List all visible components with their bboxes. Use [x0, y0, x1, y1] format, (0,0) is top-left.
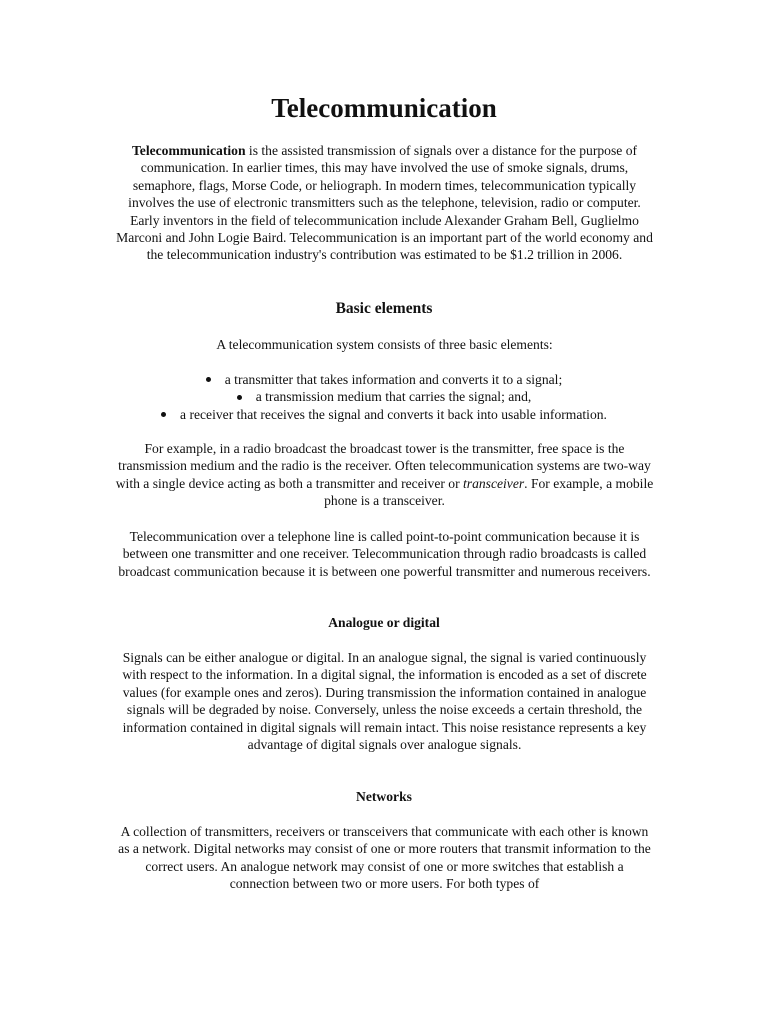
basic-elements-heading: Basic elements	[335, 300, 433, 317]
bullet-dot-icon	[161, 412, 166, 417]
intro-paragraph	[114, 142, 655, 264]
basic-elements-lead: A telecommunication system consists of three basic elements:	[216, 337, 553, 352]
example-paragraph	[114, 440, 655, 510]
example-italic-term: transceiver	[463, 475, 525, 491]
list-item-text: a receiver that receives the signal and converts it back into usable information.	[180, 406, 607, 422]
list-item	[0, 406, 768, 423]
basic-elements-list	[0, 371, 768, 423]
example-text-end: . For example, a mobile phone is a transceiver.	[324, 475, 654, 509]
bullet-dot-icon	[206, 377, 211, 382]
list-item	[0, 388, 768, 405]
point-to-point-paragraph: Telecommunication over a telephone line is called point-to-point communication because it is between one transmitter and one receiver. Telecommunication through radio broadcasts is called broadcast communication because it is between one powerful transmitter and numerous receivers.	[118, 529, 651, 579]
example-text-start: For example, in a radio broadcast the broadcast tower is the transmitter, free space is the transmission medium and the radio is the receiver. Often telecommunication systems are two-way with a single device acting as both a transmitter and receiver or	[115, 441, 651, 491]
networks-heading: Networks	[356, 789, 412, 804]
intro-text: is the assisted transmission of signals over a distance for the purpose of communication. In earlier times, this may have involved the use of smoke signals, drums, semaphore, flags, Morse Code, or heliograph. In modern times, telecommunication typically involves the use of electronic transmitters such as the telephone, television, radio or computer. Early inventors in the field of telecommunication include Alexander Graham Bell, Guglielmo Marconi and John Logie Baird. Telecommunication is an important part of the world economy and the telecommunication industry's contribution was estimated to be $1.2 trillion in 2006.	[116, 143, 653, 263]
list-item	[0, 371, 768, 388]
analogue-digital-paragraph: Signals can be either analogue or digital. In an analogue signal, the signal is varied continuously with respect to the information. In a digital signal, the information is encoded as a set of discrete values (for example ones and zeros). During transmission the information contained in analogue signals will be degraded by noise. Conversely, unless the noise exceeds a certain threshold, the information contained in digital signals will remain intact. This noise resistance represents a key advantage of digital signals over analogue signals.	[122, 650, 647, 753]
list-item-text: a transmitter that takes information and converts it to a signal;	[224, 372, 563, 387]
bullet-dot-icon	[237, 395, 242, 400]
page-title: Telecommunication	[271, 93, 497, 123]
intro-bold-term: Telecommunication	[131, 143, 246, 158]
list-item-text: a transmission medium that carries the signal; and,	[255, 389, 532, 405]
analogue-digital-heading: Analogue or digital	[328, 615, 440, 630]
networks-paragraph: A collection of transmitters, receivers or transceivers that communicate with each other is known as a network. Digital networks may consist of one or more routers that transmit information to the correct users. An analogue network may consist of one or more switches that establish a connection between two or more users. For both types of	[118, 824, 651, 892]
